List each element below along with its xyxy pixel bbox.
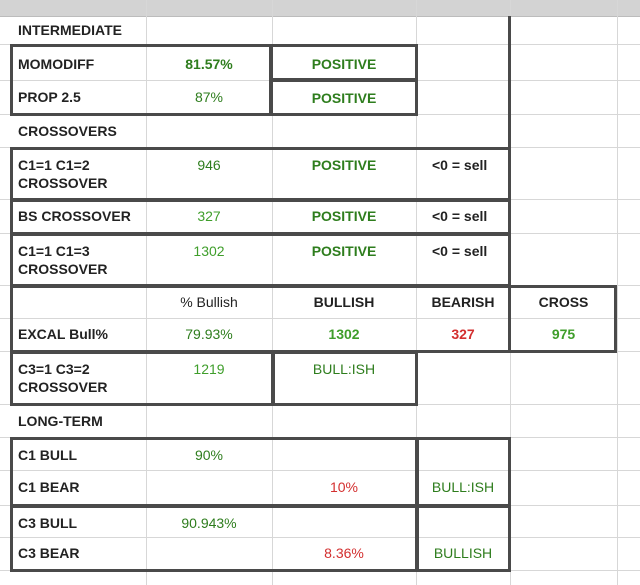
prop-value[interactable]: 87% bbox=[194, 89, 224, 105]
c3c2-label-line1[interactable]: C3=1 C3=2 bbox=[18, 361, 90, 377]
c3c2-value[interactable]: 1219 bbox=[193, 361, 225, 377]
excal-cross[interactable]: 975 bbox=[551, 326, 576, 342]
c1bear-label[interactable]: C1 BEAR bbox=[18, 479, 80, 495]
c3c2-label-line2[interactable]: CROSSOVER bbox=[18, 379, 108, 395]
c1bull-label[interactable]: C1 BULL bbox=[18, 447, 78, 463]
bs-rule[interactable]: <0 = sell bbox=[432, 208, 488, 224]
c3c2-status[interactable]: BULL:ISH bbox=[312, 361, 376, 377]
momodiff-label[interactable]: MOMODIFF bbox=[18, 56, 95, 72]
c1bear-status[interactable]: BULL:ISH bbox=[431, 479, 495, 495]
c1bull-value[interactable]: 90% bbox=[194, 447, 224, 463]
c3bull-value[interactable]: 90.943% bbox=[181, 515, 237, 531]
excal-bullish[interactable]: 1302 bbox=[328, 326, 360, 342]
column-header-bar[interactable] bbox=[0, 0, 640, 17]
bs-status[interactable]: POSITIVE bbox=[311, 208, 377, 224]
c1c3-label-line2[interactable]: CROSSOVER bbox=[18, 261, 108, 277]
c1c2-status[interactable]: POSITIVE bbox=[311, 157, 377, 173]
c1c2-value[interactable]: 946 bbox=[197, 157, 221, 173]
prop-label[interactable]: PROP 2.5 bbox=[18, 89, 81, 105]
c1c2-label-line2[interactable]: CROSSOVER bbox=[18, 175, 108, 191]
c1c3-value[interactable]: 1302 bbox=[193, 243, 225, 259]
c3bull-label[interactable]: C3 BULL bbox=[18, 515, 78, 531]
c1c2-label-line1[interactable]: C1=1 C1=2 bbox=[18, 157, 90, 173]
prop-status[interactable]: POSITIVE bbox=[311, 90, 377, 106]
c1c2-rule[interactable]: <0 = sell bbox=[432, 157, 488, 173]
c1-status-box bbox=[416, 437, 511, 507]
bs-label[interactable]: BS CROSSOVER bbox=[18, 208, 131, 224]
c1c3-rule[interactable]: <0 = sell bbox=[432, 243, 488, 259]
c3bear-status[interactable]: BULLISH bbox=[433, 545, 493, 561]
c1c2-box bbox=[10, 147, 511, 201]
excal-bearish[interactable]: 327 bbox=[451, 326, 475, 342]
excal-label[interactable]: EXCAL Bull% bbox=[18, 326, 108, 342]
excal-pct[interactable]: 79.93% bbox=[185, 326, 233, 342]
c1c3-status[interactable]: POSITIVE bbox=[311, 243, 377, 259]
c3c2-status-box bbox=[272, 351, 418, 406]
c3bear-value[interactable]: 8.36% bbox=[324, 545, 364, 561]
bs-value[interactable]: 327 bbox=[197, 208, 221, 224]
section-intermediate: INTERMEDIATE bbox=[18, 22, 122, 38]
c1bear-value[interactable]: 10% bbox=[329, 479, 359, 495]
section-crossovers: CROSSOVERS bbox=[18, 123, 117, 139]
excal-header-bullish[interactable]: BULLISH bbox=[313, 294, 375, 310]
c1c3-label-line1[interactable]: C1=1 C1=3 bbox=[18, 243, 90, 259]
excal-header-cross[interactable]: CROSS bbox=[538, 294, 589, 310]
momodiff-status[interactable]: POSITIVE bbox=[311, 56, 377, 72]
c1c3-box bbox=[10, 233, 511, 287]
section-long-term: LONG-TERM bbox=[18, 413, 103, 429]
excal-header-bearish[interactable]: BEARISH bbox=[431, 294, 495, 310]
excal-header-pct[interactable]: % Bullish bbox=[180, 294, 238, 310]
momodiff-value[interactable]: 81.57% bbox=[185, 56, 233, 72]
c3bear-label[interactable]: C3 BEAR bbox=[18, 545, 80, 561]
